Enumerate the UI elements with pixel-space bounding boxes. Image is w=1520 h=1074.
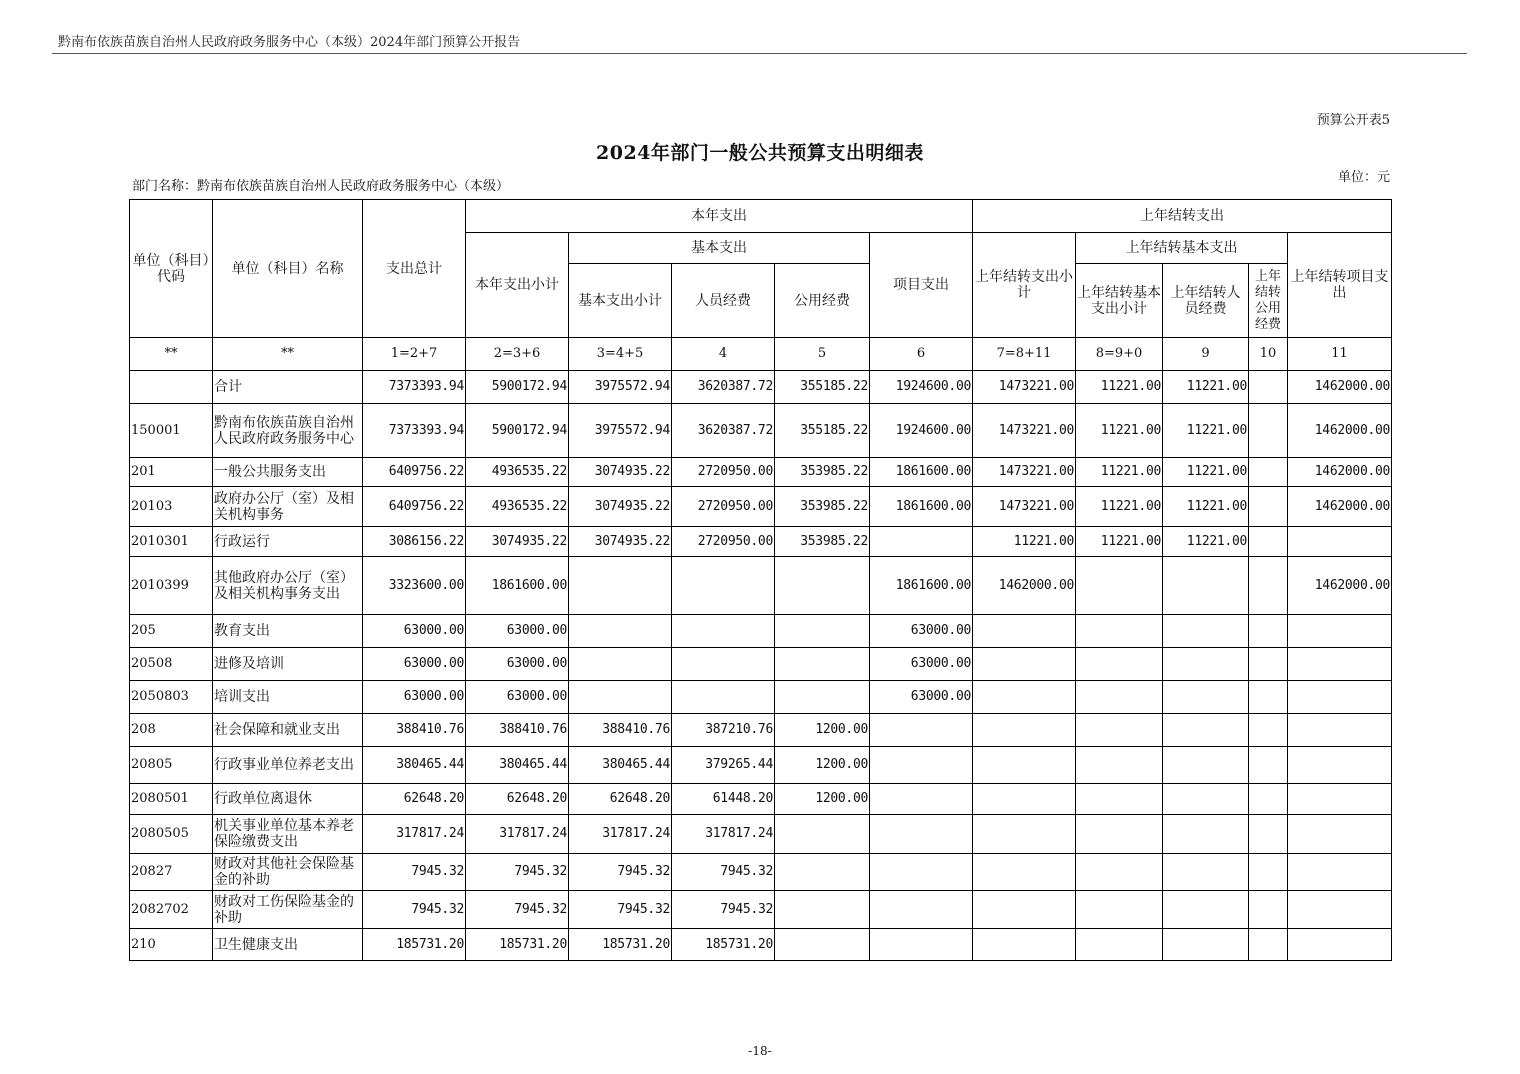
row-value bbox=[973, 648, 1076, 681]
row-value bbox=[973, 929, 1076, 961]
row-value bbox=[775, 648, 870, 681]
table-row bbox=[130, 815, 1392, 854]
row-value bbox=[973, 815, 1076, 854]
row-value: 353985.22 bbox=[775, 487, 870, 527]
row-value: 11221.00 bbox=[1163, 404, 1249, 458]
header-current-sub: 本年支出小计 bbox=[466, 233, 569, 338]
row-value: 380465.44 bbox=[363, 747, 466, 784]
row-name: 行政事业单位养老支出 bbox=[213, 747, 363, 784]
row-value bbox=[1249, 527, 1288, 557]
row-value bbox=[1076, 747, 1163, 784]
row-value: 1462000.00 bbox=[1288, 371, 1392, 404]
header-carry-sub: 上年结转支出小计 bbox=[973, 233, 1076, 338]
header-carry-public: 上年结转公用经费 bbox=[1249, 264, 1288, 338]
row-code: 210 bbox=[130, 929, 213, 961]
row-value bbox=[1163, 557, 1249, 615]
row-code: 20827 bbox=[130, 854, 213, 891]
row-value: 6409756.22 bbox=[363, 458, 466, 487]
row-value bbox=[775, 615, 870, 648]
table-row bbox=[130, 929, 1392, 961]
row-code: 2010301 bbox=[130, 527, 213, 557]
row-value bbox=[1163, 815, 1249, 854]
row-value bbox=[1288, 929, 1392, 961]
row-value: 3074935.22 bbox=[569, 487, 672, 527]
row-name: 社会保障和就业支出 bbox=[213, 714, 363, 747]
table-row bbox=[130, 371, 1392, 404]
row-value: 355185.22 bbox=[775, 404, 870, 458]
page-number: -18- bbox=[748, 1044, 772, 1058]
row-value: 3975572.94 bbox=[569, 371, 672, 404]
row-value: 7945.32 bbox=[363, 891, 466, 929]
row-value bbox=[775, 815, 870, 854]
row-value: 388410.76 bbox=[363, 714, 466, 747]
row-value bbox=[973, 714, 1076, 747]
row-value bbox=[1249, 487, 1288, 527]
row-value: 1473221.00 bbox=[973, 404, 1076, 458]
row-value: 62648.20 bbox=[363, 784, 466, 815]
row-value: 1200.00 bbox=[775, 714, 870, 747]
row-value: 2720950.00 bbox=[672, 458, 775, 487]
table-row bbox=[130, 747, 1392, 784]
row-value bbox=[775, 557, 870, 615]
row-value: 1200.00 bbox=[775, 784, 870, 815]
row-value: 6409756.22 bbox=[363, 487, 466, 527]
row-value: 11221.00 bbox=[1163, 487, 1249, 527]
row-value: 353985.22 bbox=[775, 458, 870, 487]
row-value: 355185.22 bbox=[775, 371, 870, 404]
row-value: 63000.00 bbox=[870, 648, 973, 681]
row-value bbox=[1163, 784, 1249, 815]
row-code: 205 bbox=[130, 615, 213, 648]
row-value bbox=[1288, 615, 1392, 648]
index-row bbox=[130, 338, 1392, 371]
row-value: 1462000.00 bbox=[1288, 458, 1392, 487]
row-value: 380465.44 bbox=[466, 747, 569, 784]
row-value: 63000.00 bbox=[870, 681, 973, 714]
header-name: 单位（科目）名称 bbox=[213, 200, 363, 338]
row-value bbox=[775, 681, 870, 714]
row-value: 63000.00 bbox=[466, 681, 569, 714]
row-value bbox=[1163, 891, 1249, 929]
header-personnel: 人员经费 bbox=[672, 264, 775, 338]
row-value bbox=[1288, 747, 1392, 784]
row-value: 5900172.94 bbox=[466, 404, 569, 458]
row-value: 185731.20 bbox=[466, 929, 569, 961]
index-cell: 4 bbox=[672, 338, 775, 371]
row-value: 3074935.22 bbox=[569, 527, 672, 557]
row-value: 3074935.22 bbox=[569, 458, 672, 487]
row-value bbox=[1076, 714, 1163, 747]
row-value bbox=[1288, 648, 1392, 681]
row-value bbox=[973, 747, 1076, 784]
row-value bbox=[1076, 854, 1163, 891]
row-value bbox=[870, 714, 973, 747]
table-row bbox=[130, 458, 1392, 487]
row-value bbox=[672, 681, 775, 714]
row-value bbox=[870, 815, 973, 854]
row-value bbox=[973, 854, 1076, 891]
row-value: 3323600.00 bbox=[363, 557, 466, 615]
row-value bbox=[870, 891, 973, 929]
row-value bbox=[569, 681, 672, 714]
table-row bbox=[130, 784, 1392, 815]
row-value bbox=[1076, 648, 1163, 681]
row-value: 1462000.00 bbox=[973, 557, 1076, 615]
row-value bbox=[569, 615, 672, 648]
row-value: 2720950.00 bbox=[672, 487, 775, 527]
row-value: 388410.76 bbox=[466, 714, 569, 747]
row-name: 黔南布依族苗族自治州人民政府政务服务中心 bbox=[213, 404, 363, 458]
table-row bbox=[130, 891, 1392, 929]
header-carry: 上年结转支出 bbox=[973, 200, 1392, 233]
header-carry-basic: 上年结转基本支出 bbox=[1076, 233, 1288, 264]
row-value: 1462000.00 bbox=[1288, 404, 1392, 458]
row-value: 62648.20 bbox=[466, 784, 569, 815]
page-title: 2024年部门一般公共预算支出明细表 bbox=[596, 142, 924, 164]
row-value: 11221.00 bbox=[1163, 527, 1249, 557]
header-carry-basic-sub: 上年结转基本支出小计 bbox=[1076, 264, 1163, 338]
row-code: 2080501 bbox=[130, 784, 213, 815]
row-value: 185731.20 bbox=[569, 929, 672, 961]
table-row bbox=[130, 681, 1392, 714]
row-value bbox=[1249, 404, 1288, 458]
row-value bbox=[1163, 615, 1249, 648]
index-cell: 8=9+0 bbox=[1076, 338, 1163, 371]
row-value bbox=[870, 929, 973, 961]
row-value bbox=[1249, 854, 1288, 891]
row-value bbox=[1163, 714, 1249, 747]
index-cell: 7=8+11 bbox=[973, 338, 1076, 371]
row-value: 1861600.00 bbox=[870, 557, 973, 615]
row-value bbox=[973, 891, 1076, 929]
table-row bbox=[130, 557, 1392, 615]
row-value: 62648.20 bbox=[569, 784, 672, 815]
row-value bbox=[1076, 784, 1163, 815]
header-code: 单位（科目）代码 bbox=[130, 200, 213, 338]
row-value bbox=[1076, 681, 1163, 714]
row-value bbox=[672, 557, 775, 615]
row-name: 其他政府办公厅（室）及相关机构事务支出 bbox=[213, 557, 363, 615]
row-value bbox=[775, 891, 870, 929]
row-value bbox=[1249, 714, 1288, 747]
row-value bbox=[1163, 929, 1249, 961]
row-value: 7945.32 bbox=[672, 891, 775, 929]
row-value: 7945.32 bbox=[569, 854, 672, 891]
row-value: 5900172.94 bbox=[466, 371, 569, 404]
row-value bbox=[973, 681, 1076, 714]
header-total: 支出总计 bbox=[363, 200, 466, 338]
row-value bbox=[1076, 557, 1163, 615]
row-name: 行政单位离退休 bbox=[213, 784, 363, 815]
index-cell: 5 bbox=[775, 338, 870, 371]
row-code: 201 bbox=[130, 458, 213, 487]
row-value bbox=[870, 527, 973, 557]
row-value: 11221.00 bbox=[973, 527, 1076, 557]
row-name: 政府办公厅（室）及相关机构事务 bbox=[213, 487, 363, 527]
row-value bbox=[775, 854, 870, 891]
row-value: 11221.00 bbox=[1076, 371, 1163, 404]
row-value: 1924600.00 bbox=[870, 404, 973, 458]
row-code: 2080505 bbox=[130, 815, 213, 854]
row-value bbox=[1163, 854, 1249, 891]
index-cell: 1=2+7 bbox=[363, 338, 466, 371]
table-header bbox=[130, 200, 1392, 338]
row-value: 1861600.00 bbox=[870, 487, 973, 527]
header-project: 项目支出 bbox=[870, 233, 973, 338]
row-value: 3074935.22 bbox=[466, 527, 569, 557]
department-name: 部门名称：黔南布依族苗族自治州人民政府政务服务中心（本级） bbox=[132, 179, 510, 194]
row-value: 353985.22 bbox=[775, 527, 870, 557]
header-public: 公用经费 bbox=[775, 264, 870, 338]
row-value: 7373393.94 bbox=[363, 404, 466, 458]
row-value: 7373393.94 bbox=[363, 371, 466, 404]
row-value: 63000.00 bbox=[870, 615, 973, 648]
row-value bbox=[1288, 815, 1392, 854]
index-cell: ** bbox=[130, 338, 213, 371]
row-name: 合计 bbox=[213, 371, 363, 404]
row-name: 进修及培训 bbox=[213, 648, 363, 681]
row-name: 培训支出 bbox=[213, 681, 363, 714]
row-value: 1200.00 bbox=[775, 747, 870, 784]
row-value: 7945.32 bbox=[672, 854, 775, 891]
unit-label: 单位：元 bbox=[1337, 170, 1390, 185]
row-value: 11221.00 bbox=[1163, 458, 1249, 487]
table-row bbox=[130, 714, 1392, 747]
row-value: 317817.24 bbox=[672, 815, 775, 854]
table-row bbox=[130, 648, 1392, 681]
row-value bbox=[1076, 815, 1163, 854]
row-value: 1473221.00 bbox=[973, 487, 1076, 527]
row-value: 317817.24 bbox=[363, 815, 466, 854]
row-code: 2082702 bbox=[130, 891, 213, 929]
table-body bbox=[130, 338, 1392, 961]
row-value bbox=[775, 929, 870, 961]
index-cell: ** bbox=[213, 338, 363, 371]
row-value bbox=[1288, 854, 1392, 891]
header-carry-project: 上年结转项目支出 bbox=[1288, 233, 1392, 338]
header-current: 本年支出 bbox=[466, 200, 973, 233]
index-cell: 9 bbox=[1163, 338, 1249, 371]
row-value: 7945.32 bbox=[363, 854, 466, 891]
header-basic-sub: 基本支出小计 bbox=[569, 264, 672, 338]
row-value bbox=[1288, 681, 1392, 714]
row-name: 财政对其他社会保险基金的补助 bbox=[213, 854, 363, 891]
row-value: 3620387.72 bbox=[672, 371, 775, 404]
row-code: 2010399 bbox=[130, 557, 213, 615]
row-value: 1861600.00 bbox=[466, 557, 569, 615]
budget-table bbox=[129, 199, 1392, 961]
row-value bbox=[1249, 615, 1288, 648]
row-value bbox=[1249, 557, 1288, 615]
row-value: 7945.32 bbox=[569, 891, 672, 929]
index-cell: 3=4+5 bbox=[569, 338, 672, 371]
row-value bbox=[1249, 815, 1288, 854]
row-value: 380465.44 bbox=[569, 747, 672, 784]
table-row bbox=[130, 487, 1392, 527]
header-carry-personnel: 上年结转人员经费 bbox=[1163, 264, 1249, 338]
row-value: 387210.76 bbox=[672, 714, 775, 747]
row-value: 3620387.72 bbox=[672, 404, 775, 458]
table-number: 预算公开表5 bbox=[1316, 113, 1390, 128]
row-value: 63000.00 bbox=[363, 681, 466, 714]
row-value: 11221.00 bbox=[1076, 487, 1163, 527]
row-value bbox=[1249, 891, 1288, 929]
row-value bbox=[1249, 747, 1288, 784]
table-row bbox=[130, 404, 1392, 458]
running-header: 黔南布依族苗族自治州人民政府政务服务中心（本级）2024年部门预算公开报告 bbox=[58, 35, 521, 50]
row-value: 11221.00 bbox=[1163, 371, 1249, 404]
index-cell: 6 bbox=[870, 338, 973, 371]
row-value bbox=[1076, 891, 1163, 929]
row-name: 行政运行 bbox=[213, 527, 363, 557]
row-value bbox=[1249, 929, 1288, 961]
row-code: 20103 bbox=[130, 487, 213, 527]
table-row bbox=[130, 615, 1392, 648]
row-value: 379265.44 bbox=[672, 747, 775, 784]
row-value bbox=[1288, 784, 1392, 815]
row-value bbox=[1076, 615, 1163, 648]
row-value bbox=[1249, 371, 1288, 404]
row-value: 11221.00 bbox=[1076, 404, 1163, 458]
row-value: 63000.00 bbox=[466, 648, 569, 681]
row-code: 2050803 bbox=[130, 681, 213, 714]
row-value bbox=[1249, 648, 1288, 681]
index-cell: 2=3+6 bbox=[466, 338, 569, 371]
row-value bbox=[569, 557, 672, 615]
row-value: 1462000.00 bbox=[1288, 557, 1392, 615]
row-value bbox=[973, 615, 1076, 648]
row-value bbox=[973, 784, 1076, 815]
row-value: 1473221.00 bbox=[973, 458, 1076, 487]
row-value bbox=[870, 854, 973, 891]
row-value: 1462000.00 bbox=[1288, 487, 1392, 527]
row-value: 1861600.00 bbox=[870, 458, 973, 487]
row-value: 3975572.94 bbox=[569, 404, 672, 458]
header-rule bbox=[52, 53, 1467, 54]
row-value: 185731.20 bbox=[363, 929, 466, 961]
row-code: 20508 bbox=[130, 648, 213, 681]
row-name: 机关事业单位基本养老保险缴费支出 bbox=[213, 815, 363, 854]
row-value bbox=[1249, 458, 1288, 487]
row-value: 317817.24 bbox=[466, 815, 569, 854]
row-value: 4936535.22 bbox=[466, 458, 569, 487]
row-value: 63000.00 bbox=[363, 615, 466, 648]
row-value bbox=[1249, 681, 1288, 714]
table-row bbox=[130, 527, 1392, 557]
row-value: 1473221.00 bbox=[973, 371, 1076, 404]
row-value: 7945.32 bbox=[466, 854, 569, 891]
row-name: 财政对工伤保险基金的补助 bbox=[213, 891, 363, 929]
row-value: 185731.20 bbox=[672, 929, 775, 961]
row-value: 63000.00 bbox=[466, 615, 569, 648]
row-value: 2720950.00 bbox=[672, 527, 775, 557]
row-value: 388410.76 bbox=[569, 714, 672, 747]
row-value: 1924600.00 bbox=[870, 371, 973, 404]
row-value bbox=[1288, 527, 1392, 557]
table-row bbox=[130, 854, 1392, 891]
row-value: 63000.00 bbox=[363, 648, 466, 681]
row-value bbox=[1163, 648, 1249, 681]
header-basic: 基本支出 bbox=[569, 233, 870, 264]
row-value bbox=[870, 747, 973, 784]
row-name: 教育支出 bbox=[213, 615, 363, 648]
row-value: 3086156.22 bbox=[363, 527, 466, 557]
row-value bbox=[569, 648, 672, 681]
row-value bbox=[1076, 929, 1163, 961]
row-code: 208 bbox=[130, 714, 213, 747]
row-value: 11221.00 bbox=[1076, 458, 1163, 487]
row-value bbox=[672, 615, 775, 648]
row-value bbox=[1163, 681, 1249, 714]
index-cell: 10 bbox=[1249, 338, 1288, 371]
row-code: 20805 bbox=[130, 747, 213, 784]
row-value bbox=[672, 648, 775, 681]
row-value bbox=[1163, 747, 1249, 784]
row-value bbox=[870, 784, 973, 815]
row-value: 11221.00 bbox=[1076, 527, 1163, 557]
row-value: 61448.20 bbox=[672, 784, 775, 815]
row-value: 7945.32 bbox=[466, 891, 569, 929]
row-value: 317817.24 bbox=[569, 815, 672, 854]
row-value bbox=[1249, 784, 1288, 815]
index-cell: 11 bbox=[1288, 338, 1392, 371]
row-name: 一般公共服务支出 bbox=[213, 458, 363, 487]
row-value bbox=[1288, 714, 1392, 747]
row-code: 150001 bbox=[130, 404, 213, 458]
row-value: 4936535.22 bbox=[466, 487, 569, 527]
row-name: 卫生健康支出 bbox=[213, 929, 363, 961]
row-value bbox=[1288, 891, 1392, 929]
row-code bbox=[130, 371, 213, 404]
